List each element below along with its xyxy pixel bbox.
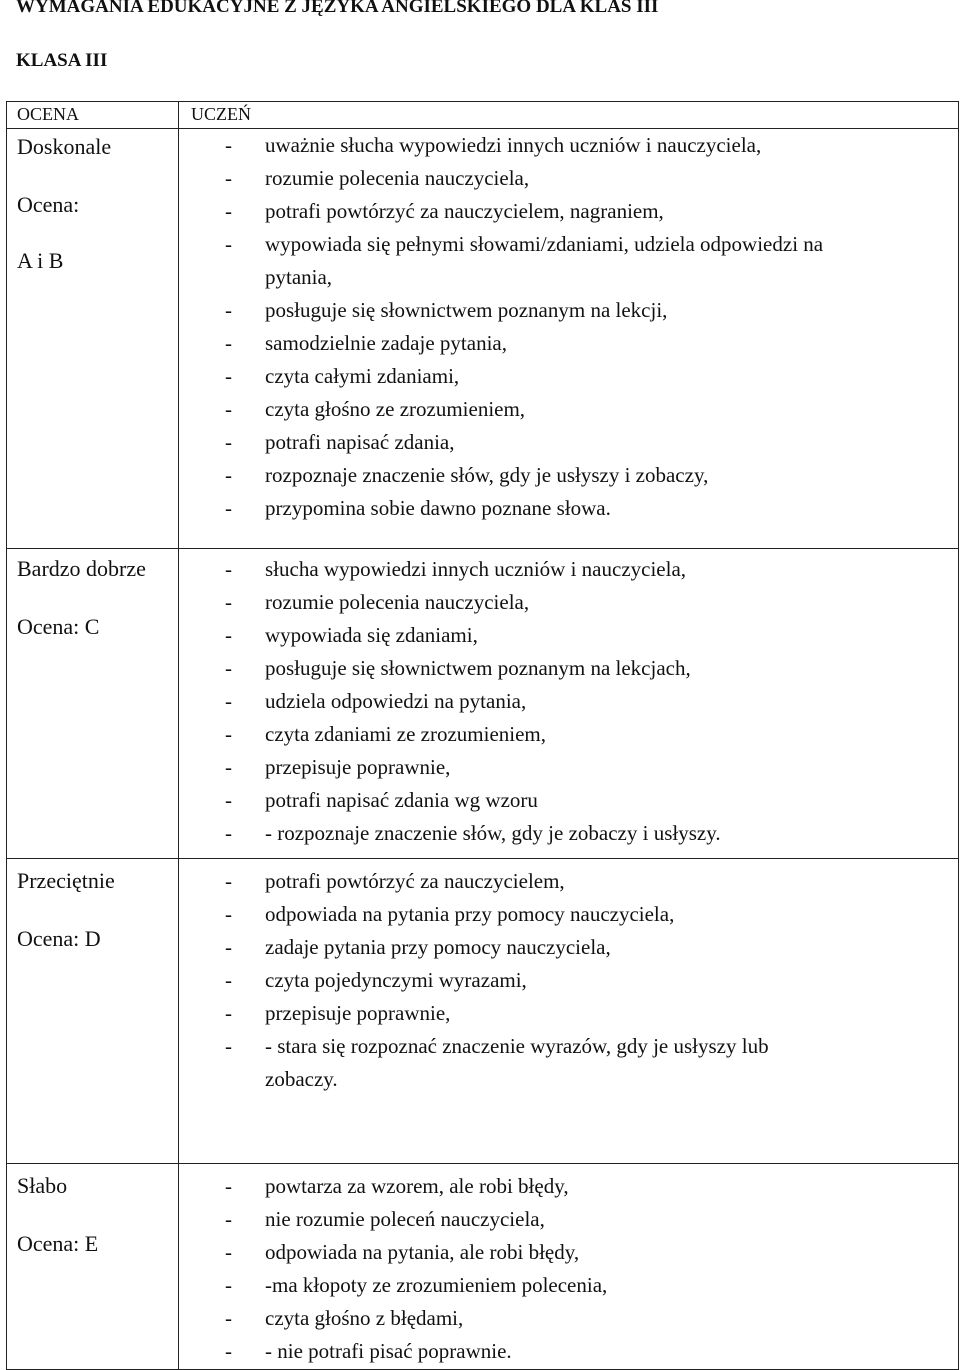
item-text: przypomina sobie dawno poznane słowa. [265,496,611,520]
list-item [179,619,958,652]
item-text: wypowiada się zdaniami, [265,623,478,647]
list-dash: - [225,788,232,812]
item-text: uważnie słucha wypowiedzi innych uczniów i nauczyciela, [265,133,762,157]
list-dash: - [225,1306,232,1330]
item-text: rozpoznaje znaczenie słów, gdy je usłyszy i zobaczy, [265,463,709,487]
list-item [179,751,958,784]
header-student: UCZEŃ [191,104,251,124]
list-dash: - [225,1339,232,1363]
item-text: rozumie polecenia nauczyciela, [265,590,530,614]
list-dash: - [225,935,232,959]
list-dash: - [225,590,232,614]
table-header-row [7,102,959,129]
list-dash: - [225,968,232,992]
list-dash: - [225,755,232,779]
grade-label [7,129,178,279]
grade-label [7,1168,178,1262]
item-text: potrafi napisać zdania, [265,430,455,454]
list-dash: - [225,397,232,421]
list-item [179,162,958,195]
item-text: posługuje się słownictwem poznanym na lekcjach, [265,656,691,680]
requirements-list [179,865,958,1096]
grade-code-label: Ocena: [17,192,80,217]
grade-name: Przeciętnie [17,868,115,893]
list-item [179,294,958,327]
list-item [179,1302,958,1335]
requirements-list [179,1170,958,1368]
list-item [179,997,958,1030]
header-cell-grade [7,102,179,129]
item-text: odpowiada na pytania przy pomocy nauczyciela, [265,902,675,926]
item-text-continuation: zobaczy. [265,1067,338,1091]
list-dash: - [225,623,232,647]
list-dash: - [225,1001,232,1025]
grade-label [7,551,178,645]
item-text: powtarza za wzorem, ale robi błędy, [265,1174,569,1198]
list-item [179,685,958,718]
list-dash: - [225,689,232,713]
list-item [179,931,958,964]
grade-name: Bardzo dobrze [17,556,146,581]
item-text: zadaje pytania przy pomocy nauczyciela, [265,935,611,959]
list-item [179,492,958,525]
header-cell-student [179,102,959,129]
list-dash: - [225,1174,232,1198]
item-text: nie rozumie poleceń nauczyciela, [265,1207,545,1231]
item-text: rozumie polecenia nauczyciela, [265,166,530,190]
grade-code: Ocena: E [17,1231,99,1256]
list-dash: - [225,364,232,388]
item-text: czyta pojedynczymi wyrazami, [265,968,527,992]
list-item [179,652,958,685]
item-text: czyta głośno ze zrozumieniem, [265,397,526,421]
item-text: przepisuje poprawnie, [265,755,451,779]
grade-name: Doskonale [17,134,112,159]
grade-name: Słabo [17,1173,68,1198]
list-item [179,1170,958,1203]
list-dash: - [225,656,232,680]
list-dash: - [225,1034,232,1058]
list-item [179,1203,958,1236]
document-title: WYMAGANIA EDUKACYJNE Z JĘZYKA ANGIELSKIEGO DLA KLAS III [16,0,659,17]
list-item [179,459,958,492]
list-item [179,195,958,228]
item-text: potrafi powtórzyć za nauczycielem, [265,869,565,893]
grade-cell [7,1164,179,1370]
item-text-continuation: pytania, [265,265,333,289]
requirements-cell [179,859,959,1164]
list-item [179,898,958,931]
item-text: - rozpoznaje znaczenie słów, gdy je zobaczy i usłyszy. [265,821,721,845]
list-item [179,817,958,850]
header-grade: OCENA [17,104,79,124]
item-text: słucha wypowiedzi innych uczniów i nauczyciela, [265,557,687,581]
grade-code: Ocena: C [17,614,100,639]
list-item [179,784,958,817]
grade-cell [7,549,179,859]
item-text: przepisuje poprawnie, [265,1001,451,1025]
list-dash: - [225,1240,232,1264]
requirements-cell [179,129,959,549]
list-item [179,718,958,751]
item-text: samodzielnie zadaje pytania, [265,331,507,355]
requirements-cell [179,549,959,859]
list-item [179,327,958,360]
grade-code: A i B [17,248,64,273]
item-text: - stara się rozpoznać znaczenie wyrazów, gdy je usłyszy lub [265,1034,769,1058]
list-dash: - [225,557,232,581]
list-dash: - [225,166,232,190]
list-item [179,1236,958,1269]
list-dash: - [225,496,232,520]
list-dash: - [225,869,232,893]
list-item [179,228,958,294]
item-text: odpowiada na pytania, ale robi błędy, [265,1240,580,1264]
list-dash: - [225,1207,232,1231]
list-item [179,393,958,426]
item-text: potrafi powtórzyć za nauczycielem, nagraniem, [265,199,664,223]
list-dash: - [225,232,232,256]
list-item [179,1030,958,1096]
list-item [179,553,958,586]
list-item [179,129,958,162]
list-dash: - [225,722,232,746]
list-dash: - [225,463,232,487]
item-text: - nie potrafi pisać poprawnie. [265,1339,512,1363]
requirements-list [179,553,958,850]
item-text: posługuje się słownictwem poznanym na lekcji, [265,298,668,322]
requirements-table [6,101,959,1370]
table-row [7,129,959,549]
item-text: czyta głośno z błędami, [265,1306,464,1330]
item-text: wypowiada się pełnymi słowami/zdaniami, udziela odpowiedzi na [265,232,824,256]
table-row [7,549,959,859]
list-item [179,586,958,619]
list-item [179,1335,958,1368]
list-dash: - [225,430,232,454]
table-row [7,1164,959,1370]
list-dash: - [225,821,232,845]
list-item [179,964,958,997]
list-dash: - [225,1273,232,1297]
grade-cell [7,129,179,549]
item-text: czyta całymi zdaniami, [265,364,460,388]
list-item [179,426,958,459]
table-row [7,859,959,1164]
list-dash: - [225,199,232,223]
item-text: potrafi napisać zdania wg wzoru [265,788,538,812]
item-text: udziela odpowiedzi na pytania, [265,689,527,713]
list-item [179,1269,958,1302]
list-dash: - [225,298,232,322]
grade-cell [7,859,179,1164]
class-label: KLASA III [16,50,108,71]
list-dash: - [225,133,232,157]
requirements-list [179,129,958,525]
list-item [179,360,958,393]
requirements-cell [179,1164,959,1370]
list-dash: - [225,902,232,926]
item-text: czyta zdaniami ze zrozumieniem, [265,722,547,746]
item-text: -ma kłopoty ze zrozumieniem polecenia, [265,1273,608,1297]
grade-code: Ocena: D [17,926,101,951]
list-item [179,865,958,898]
list-dash: - [225,331,232,355]
grade-label [7,863,178,957]
